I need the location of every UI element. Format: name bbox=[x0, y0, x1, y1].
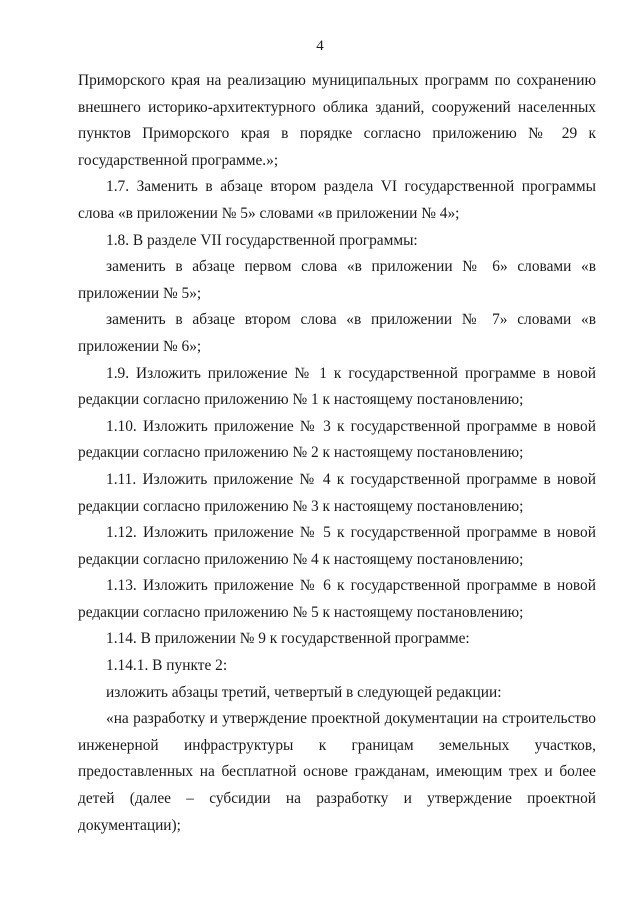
paragraph-item-1-8: 1.8. В разделе VII государственной программы: bbox=[106, 231, 418, 249]
paragraph-replace-second: заменить в абзаце втором слова «в приложении № 7» словами «в приложении № 6»; bbox=[78, 311, 596, 355]
paragraph-restate-abzacy: изложить абзацы третий, четвертый в следующей редакции: bbox=[106, 683, 502, 701]
paragraph-item-1-14-1: 1.14.1. В пункте 2: bbox=[106, 657, 228, 675]
paragraph-item-1-12: 1.12. Изложить приложение № 5 к государственной программе в новой редакции согласно приложению № 4 к настоящему постановлению; bbox=[78, 524, 596, 568]
paragraph-replace-first: заменить в абзаце первом слова «в приложении № 6» словами «в приложении № 5»; bbox=[78, 258, 596, 302]
document-body bbox=[78, 68, 596, 839]
paragraph-continuation: Приморского края на реализацию муниципальных программ по сохранению внешнего историко-архитектурного облика зданий, сооружений населенных пунктов Приморского края в порядке согласно приложению № 29 к государственной программе.»; bbox=[78, 72, 596, 169]
paragraph-item-1-7: 1.7. Заменить в абзаце втором раздела VI государственной программы слова «в приложении № 5» словами «в приложении № 4»; bbox=[78, 178, 596, 222]
paragraph-quoted-text: «на разработку и утверждение проектной документации на строительство инженерной инфраструктуры к границам земельных участков, предоставленных на бесплатной основе гражданам, имеющим трех и более детей (далее – субсидии на разработку и утверждение проектной документации); bbox=[78, 710, 596, 834]
paragraph-item-1-13: 1.13. Изложить приложение № 6 к государственной программе в новой редакции согласно приложению № 5 к настоящему постановлению; bbox=[78, 577, 596, 621]
paragraph-item-1-10: 1.10. Изложить приложение № 3 к государственной программе в новой редакции согласно приложению № 2 к настоящему постановлению; bbox=[78, 417, 596, 462]
paragraph-item-1-11: 1.11. Изложить приложение № 4 к государственной программе в новой редакции согласно приложению № 3 к настоящему постановлению; bbox=[78, 470, 596, 515]
page-number: 4 bbox=[316, 38, 324, 54]
paragraph-item-1-14: 1.14. В приложении № 9 к государственной программе: bbox=[106, 630, 470, 648]
paragraph-item-1-9: 1.9. Изложить приложение № 1 к государственной программе в новой редакции согласно приложению № 1 к настоящему постановлению; bbox=[78, 364, 596, 409]
